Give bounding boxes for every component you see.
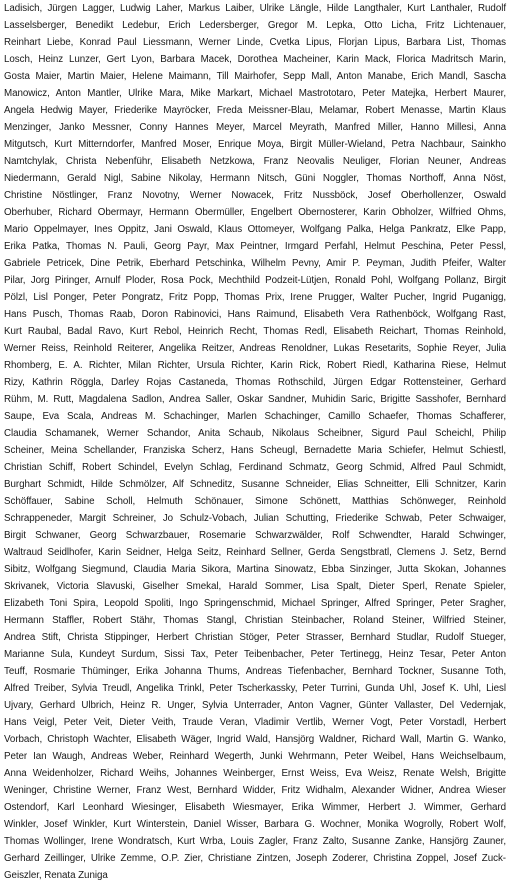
name-list-line: Rhomberg, E. A. Richter, Milan Richter, Ursula Richter, Karin Rick, Robert Riedl, Katharina Riese, Helmut (4, 360, 506, 371)
name-list-line: Ladisich, Jürgen Lagger, Ludwig Laher, Markus Laiber, Ulrike Längle, Hilde Langthaler, Kurt Lanthaler, Rudolf (4, 3, 506, 14)
name-list-line: Marianne Sula, Kundeyt Surdum, Sissi Tax, Peter Teibenbacher, Peter Tertinegg, Heinz Tesar, Peter Anton (4, 649, 506, 660)
name-list-line: Winkler, Josef Winkler, Kurt Winterstein, Daniel Wisser, Barbara G. Wochner, Monika Wogrolly, Robert Wolf, (4, 819, 506, 830)
name-list-line: Birgit Schwaner, Georg Schwarzbauer, Rosemarie Schwarzwälder, Rolf Schwendter, Harald Schwinger, (4, 530, 506, 541)
name-list-line: Geiszler, Renata Zuniga (4, 870, 108, 881)
name-list-line: Christine Nöstlinger, Franz Novotny, Werner Nowacek, Fritz Nussböck, Josef Oberhollenzer, Oswald (4, 190, 506, 201)
name-list-line: Schöffauer, Sabine Scholl, Helmuth Schönauer, Simone Schönett, Matthias Schönweger, Reinhold (4, 496, 506, 507)
name-list-line: Claudia Schamanek, Werner Schandor, Anita Schaub, Nikolaus Scheibner, Sigurd Paul Scheichl, Philip (4, 428, 506, 439)
name-list-line: Ujvary, Gerhard Ulbrich, Heinz R. Unger, Sylvia Unterrader, Anton Vagner, Günter Vallaster, Del Vedernjak, (4, 700, 506, 711)
name-list-line: Lasselsberger, Benedikt Ledebur, Erich Ledersberger, Gregor M. Lepka, Otto Licha, Fritz Lichtenauer, (4, 20, 506, 31)
name-list-line: Alfred Treiber, Sylvia Treudl, Angelika Trinkl, Peter Tscherkassky, Peter Turrini, Gunda Uhl, Josef K. Uhl, Liesl (4, 683, 506, 694)
name-list-line: Namtchylak, Christa Nebenführ, Elisabeth Netzkowa, Franz Neovalis Neuliger, Florian Neuner, Andreas (4, 156, 506, 167)
name-list-line: Mario Oppelmayer, Ines Oppitz, Jani Oswald, Klaus Ottomeyer, Wolfgang Palka, Helga Pankratz, Elke Papp, (4, 224, 506, 235)
name-list-line: Angela Hedwig Mayer, Friederike Mayröcker, Freda Meissner-Blau, Melamar, Robert Menasse, Martin Klaus (4, 105, 506, 116)
name-list-line: Gosta Maier, Martin Maier, Helene Maimann, Till Mairhofer, Sepp Mall, Anton Manabe, Erich Mandl, Sascha (4, 71, 506, 82)
name-list-line: Christian Schiff, Robert Schindel, Evelyn Schlag, Ferdinand Schmatz, Georg Schmid, Alfred Paul Schmidt, (4, 462, 506, 473)
name-list-line: Rühm, M. Rutt, Magdalena Sadlon, Andrea Saller, Oskar Sandner, Muhidin Saric, Brigitte Sasshofer, Bernhard (4, 394, 506, 405)
name-list-line: Erika Patka, Thomas N. Pauli, Georg Payr, Max Peintner, Irmgard Perfahl, Helmut Peschina, Peter Pessl, (4, 241, 506, 252)
name-list-line: Menzinger, Janko Messner, Conny Hannes Meyer, Marcel Meyrath, Manfred Miller, Hanno Millesi, Anna (4, 122, 506, 133)
name-list-line: Rizy, Kathrin Röggla, Darley Rojas Castaneda, Thomas Rothschild, Jürgen Edgar Rottensteiner, Gerhard (4, 377, 506, 388)
name-list-line: Scheiner, Meina Schellander, Franziska Scherz, Hans Scheugl, Bernadette Maria Schiefer, Helmut Schiestl, (4, 445, 506, 456)
name-list-line: Niedermann, Gerald Nigl, Sabine Nikolay, Hermann Nitsch, Güni Noggler, Thomas Northoff, Anna Nöst, (4, 173, 506, 184)
name-list-line: Peter Ian Waugh, Andreas Weber, Reinhard Wegerth, Junki Wehrmann, Peter Weibel, Hans Weichselbaum, (4, 751, 506, 762)
name-list-line: Kurt Raubal, Badal Ravo, Kurt Rebol, Heinrich Recht, Thomas Redl, Elisabeth Reichart, Thomas Reinhold, (4, 326, 506, 337)
name-list-line: Weninger, Christine Werner, Franz West, Bernhard Widder, Fritz Widhalm, Alexander Widner, Andrea Wieser (4, 785, 506, 796)
name-list-line: Hans Pusch, Thomas Raab, Doron Rabinovici, Hans Raimund, Elisabeth Vera Rathenböck, Wolfgang Rast, (4, 309, 506, 320)
name-list-line: Ostendorf, Karl Leonhard Wiesinger, Elisabeth Wiesmayer, Erika Wimmer, Herbert J. Wimmer, Gerhard (4, 802, 506, 813)
name-list-line: Mitgutsch, Kurt Mitterndorfer, Manfred Moser, Enrique Moya, Birgit Müller-Wieland, Petra Nachbaur, Sainkho (4, 139, 506, 150)
name-list-line: Burghart Schmidt, Hilde Schmölzer, Alf Schneditz, Susanne Schneider, Elias Schneitter, Elli Schnitzer, Karin (4, 479, 506, 490)
name-list-line: Vorbach, Christoph Wachter, Elisabeth Wäger, Ingrid Wald, Hansjörg Waldner, Richard Wall, Martin G. Wanko, (4, 734, 506, 745)
name-list-line: Teuff, Rosmarie Thüminger, Erika Johanna Thums, Andreas Tiefenbacher, Bernhard Tockner, Susanne Toth, (4, 666, 506, 677)
name-list-line: Gerhard Zeillinger, Ulrike Zemme, O.P. Zier, Christiane Zintzen, Joseph Zoderer, Christina Zoppel, Josef Zuck- (4, 853, 506, 864)
name-list-line: Werner Reiss, Reinhold Reiterer, Angelika Reitzer, Andreas Renoldner, Lukas Resetarits, Sophie Reyer, Julia (4, 343, 506, 354)
name-list-line: Skrivanek, Victoria Slavuski, Giselher Smekal, Harald Sommer, Lisa Spalt, Dieter Sperl, Renate Spieler, (4, 581, 506, 592)
name-list-line: Schrappeneder, Margit Schreiner, Jo Schulz-Vobach, Julian Schutting, Friederike Schwab, Peter Schwaiger, (4, 513, 506, 524)
name-list-body (4, 0, 506, 884)
name-list-line: Saupe, Eva Scala, Andreas M. Schachinger, Marlen Schachinger, Camillo Schaefer, Thomas Schafferer, (4, 411, 506, 422)
name-list-line: Anna Weidenholzer, Richard Weihs, Johannes Weinberger, Ernst Weiss, Eva Weisz, Renate Welsh, Brigitte (4, 768, 506, 779)
name-list-line: Oberhuber, Richard Obermayr, Hermann Obermüller, Engelbert Obernosterer, Karin Obholzer, Wilfried Ohms, (4, 207, 506, 218)
name-list-line: Pölzl, Lisl Ponger, Peter Pongratz, Fritz Popp, Thomas Prix, Irene Prugger, Walter Pucher, Ingrid Puganigg, (4, 292, 506, 303)
name-list-line: Gabriele Petricek, Dine Petrik, Eberhard Petschinka, Wilhelm Pevny, Amir P. Peyman, Judith Pfeifer, Walter (4, 258, 506, 269)
name-list-line: Hans Veigl, Peter Veit, Dieter Veith, Traude Veran, Vladimir Vertlib, Werner Vogt, Peter Vorstadl, Herbert (4, 717, 506, 728)
name-list-line: Hermann Staffler, Robert Stähr, Thomas Stangl, Christian Steinbacher, Roland Steiner, Wilfried Steiner, (4, 615, 506, 626)
name-list-line: Thomas Wollinger, Irene Wondratsch, Kurt Wrba, Louis Zagler, Franz Zalto, Susanne Zanke, Hansjörg Zauner, (4, 836, 506, 847)
name-list-line: Losch, Heinz Lunzer, Gert Lyon, Barbara Macek, Dorothea Macheiner, Karin Mack, Florica Madritsch Marin, (4, 54, 506, 65)
name-list-line: Elizabeth Toni Spira, Leopold Spoliti, Ingo Springenschmid, Michael Springer, Alfred Springer, Peter Sragher, (4, 598, 506, 609)
name-list-line: Pilar, Jorg Piringer, Arnulf Ploder, Rosa Pock, Mechthild Podzeit-Lütjen, Ronald Pohl, Wolfgang Pollanz, Birgit (4, 275, 506, 286)
name-list-line: Manowicz, Anton Mantler, Ulrike Mara, Mike Markart, Michael Mastrototaro, Peter Matejka, Herbert Maurer, (4, 88, 506, 99)
name-list-line: Waltraud Seidlhofer, Karin Seidner, Helga Seitz, Reinhard Sellner, Gerda Sengstbratl, Clemens J. Setz, Bernd (4, 547, 506, 558)
name-list-line: Reinhart Liebe, Konrad Paul Liessmann, Werner Linde, Cvetka Lipus, Florjan Lipus, Barbara List, Thomas (4, 37, 506, 48)
name-list-line: Sibitz, Wolfgang Siegmund, Claudia Maria Sikora, Martina Sinowatz, Ebba Sinzinger, Jutta Skokan, Johannes (4, 564, 506, 575)
name-list-line: Andrea Stift, Christa Stippinger, Herbert Christian Stöger, Peter Strasser, Bernhard Studlar, Rudolf Stueger, (4, 632, 506, 643)
